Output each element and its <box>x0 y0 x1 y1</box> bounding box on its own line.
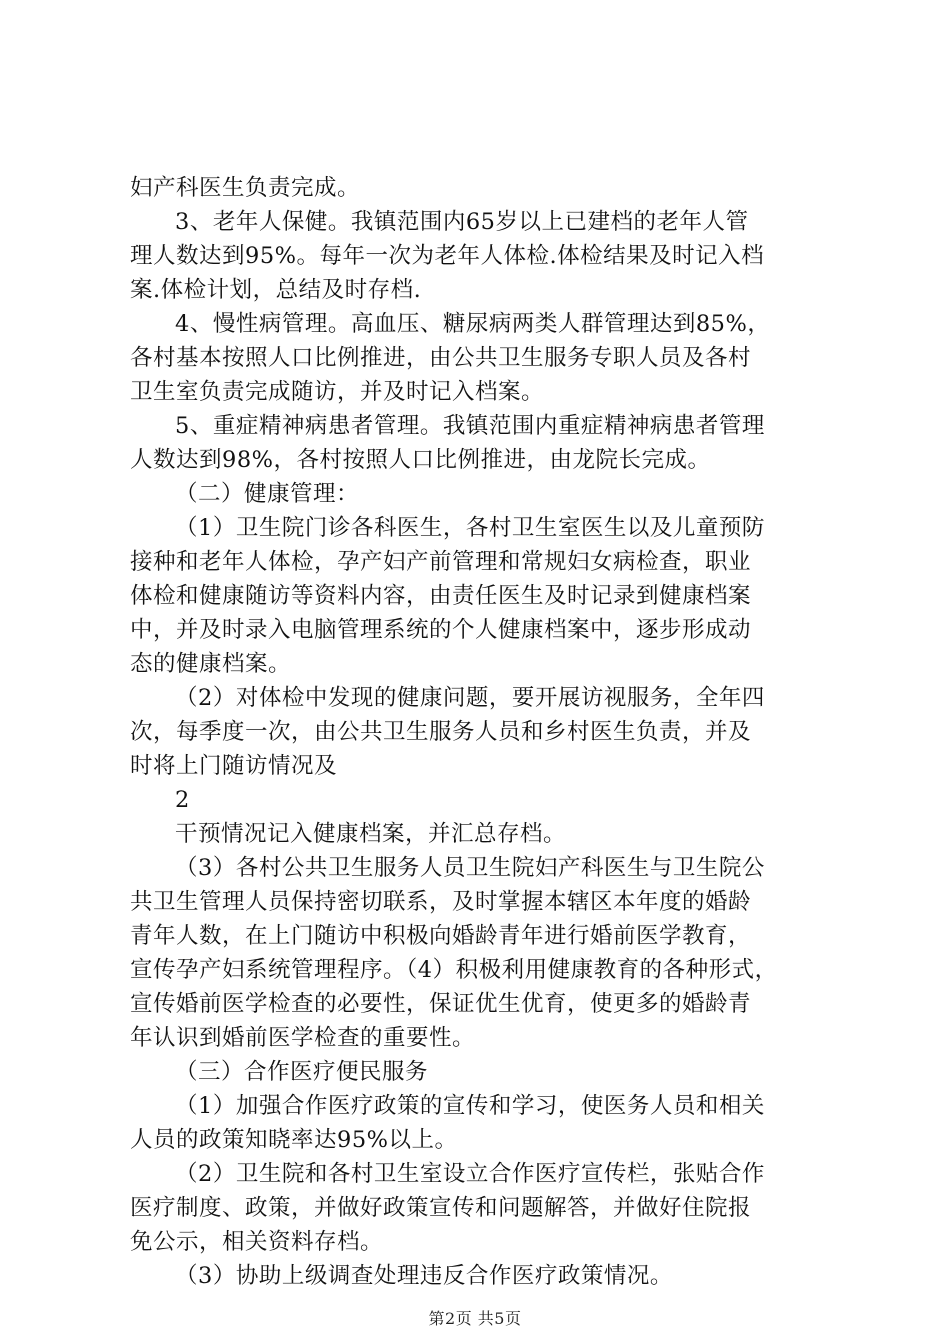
text-line: （3）协助上级调查处理违反合作医疗政策情况。 <box>175 1263 673 1289</box>
text-line: 次，每季度一次，由公共卫生服务人员和乡村医生负责，并及 <box>130 719 752 745</box>
text-line: （2）对体检中发现的健康问题，要开展访视服务，全年四 <box>175 685 765 711</box>
section-heading: （二）健康管理： <box>175 481 360 507</box>
text-line: 卫生室负责完成随访，并及时记入档案。 <box>130 379 545 405</box>
text-line: （3）各村公共卫生服务人员卫生院妇产科医生与卫生院公 <box>175 855 765 881</box>
text-line: 共卫生管理人员保持密切联系，及时掌握本辖区本年度的婚龄 <box>130 889 752 915</box>
text-line: 人数达到98%，各村按照人口比例推进，由龙院长完成。 <box>130 447 711 473</box>
text-line: （2）卫生院和各村卫生室设立合作医疗宣传栏，张贴合作 <box>175 1161 765 1187</box>
inline-page-number: 2 <box>175 787 190 813</box>
text-line: 年认识到婚前医学检查的重要性。 <box>130 1025 476 1051</box>
text-line: 青年人数，在上门随访中积极向婚龄青年进行婚前医学教育， <box>130 923 752 949</box>
page-footer: 第2页 共5页 <box>428 1309 522 1328</box>
text-line: 案.体检计划，总结及时存档. <box>130 277 422 303</box>
text-line: 5、重症精神病患者管理。我镇范围内重症精神病患者管理 <box>175 413 765 439</box>
text-line: 态的健康档案。 <box>130 651 292 677</box>
text-line: 4、慢性病管理。高血压、糖尿病两类人群管理达到85%， <box>175 311 771 337</box>
text-line: 宣传婚前医学检查的必要性，保证优生优育，使更多的婚龄青 <box>130 991 752 1017</box>
text-line: 干预情况记入健康档案，并汇总存档。 <box>175 821 567 847</box>
text-line: 医疗制度、政策，并做好政策宣传和问题解答，并做好住院报 <box>130 1195 752 1221</box>
section-heading: （三）合作医疗便民服务 <box>175 1059 429 1085</box>
text-line: 接种和老年人体检，孕产妇产前管理和常规妇女病检查，职业 <box>130 549 752 575</box>
text-line: 宣传孕产妇系统管理程序。（4）积极利用健康教育的各种形式， <box>130 957 778 983</box>
text-line: 理人数达到95%。每年一次为老年人体检.体检结果及时记入档 <box>130 243 765 269</box>
text-line: 人员的政策知晓率达95%以上。 <box>130 1127 458 1153</box>
text-line: 各村基本按照人口比例推进，由公共卫生服务专职人员及各村 <box>130 345 752 371</box>
text-line: 3、老年人保健。我镇范围内65岁以上已建档的老年人管 <box>175 209 749 235</box>
text-line: （1）卫生院门诊各科医生，各村卫生室医生以及儿童预防 <box>175 515 765 541</box>
text-line: 中，并及时录入电脑管理系统的个人健康档案中，逐步形成动 <box>130 617 752 643</box>
text-line: 妇产科医生负责完成。 <box>130 175 361 201</box>
text-line: 体检和健康随访等资料内容，由责任医生及时记录到健康档案 <box>130 583 752 609</box>
text-line: 时将上门随访情况及 <box>130 753 338 779</box>
text-line: 免公示，相关资料存档。 <box>130 1229 384 1255</box>
text-line: （1）加强合作医疗政策的宣传和学习，使医务人员和相关 <box>175 1093 765 1119</box>
